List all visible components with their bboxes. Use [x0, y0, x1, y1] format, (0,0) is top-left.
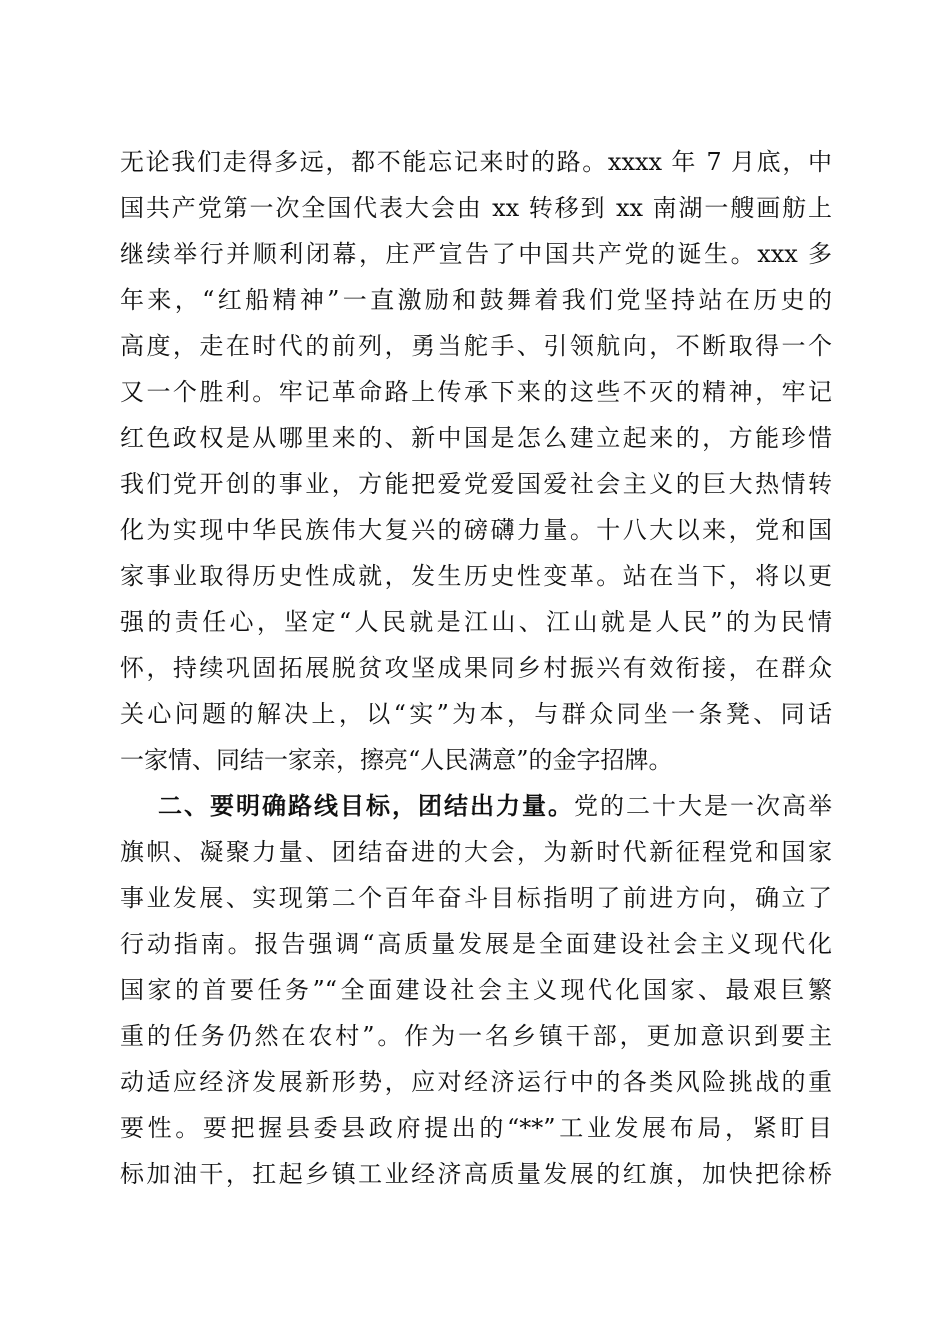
- text-line: 重的任务仍然在农村”。作为一名乡镇干部，更加意识到要主: [120, 1022, 832, 1050]
- text-line: 家事业取得历史性成就，发生历史性变革。站在当下，将以更: [120, 562, 832, 590]
- section-heading: 二、要明确路线目标，团结出力量。: [158, 792, 574, 820]
- text-line: 关心问题的解决上，以“实”为本，与群众同坐一条凳、同话: [120, 700, 832, 728]
- paragraph-1: [120, 139, 832, 783]
- text-line: 国家的首要任务”“全面建设社会主义现代化国家、最艰巨繁: [120, 976, 832, 1004]
- document-body: [120, 139, 832, 1197]
- text-line: 怀，持续巩固拓展脱贫攻坚成果同乡村振兴有效衔接，在群众: [120, 654, 832, 682]
- text-line: 年来，“红船精神”一直激励和鼓舞着我们党坚持站在历史的: [120, 286, 832, 314]
- text-line: 强的责任心，坚定“人民就是江山、江山就是人民”的为民情: [120, 608, 832, 636]
- text-line: 旗帜、凝聚力量、团结奋进的大会，为新时代新征程党和国家: [120, 838, 832, 866]
- text-line: 标加油干，扛起乡镇工业经济高质量发展的红旗，加快把徐桥: [120, 1160, 832, 1188]
- text-line: 我们党开创的事业，方能把爱党爱国爱社会主义的巨大热情转: [120, 470, 832, 498]
- text-line: 化为实现中华民族伟大复兴的磅礴力量。十八大以来，党和国: [120, 516, 832, 544]
- text-line: 要性。要把握县委县政府提出的“**”工业发展布局，紧盯目: [120, 1114, 832, 1142]
- section-heading-rest: 党的二十大是一次高举: [574, 792, 832, 820]
- text-line: 高度，走在时代的前列，勇当舵手、引领航向，不断取得一个: [120, 332, 832, 360]
- paragraph-2: [120, 783, 832, 1197]
- text-line: 红色政权是从哪里来的、新中国是怎么建立起来的，方能珍惜: [120, 424, 832, 452]
- text-line: 一家情、同结一家亲，擦亮“人民满意”的金字招牌。: [120, 746, 673, 774]
- text-line: 动适应经济发展新形势，应对经济运行中的各类风险挑战的重: [120, 1068, 832, 1096]
- text-line: 行动指南。报告强调“高质量发展是全面建设社会主义现代化: [120, 930, 832, 958]
- section-heading-line: [120, 783, 832, 829]
- text-line: 继续举行并顺利闭幕，庄严宣告了中国共产党的诞生。xxx 多: [120, 240, 832, 268]
- text-line: 无论我们走得多远，都不能忘记来时的路。xxxx 年 7 月底，中: [120, 148, 832, 176]
- text-line: 又一个胜利。牢记革命路上传承下来的这些不灭的精神，牢记: [120, 378, 832, 406]
- text-line: 事业发展、实现第二个百年奋斗目标指明了前进方向，确立了: [120, 884, 832, 912]
- text-line: 国共产党第一次全国代表大会由 xx 转移到 xx 南湖一艘画舫上: [120, 194, 832, 222]
